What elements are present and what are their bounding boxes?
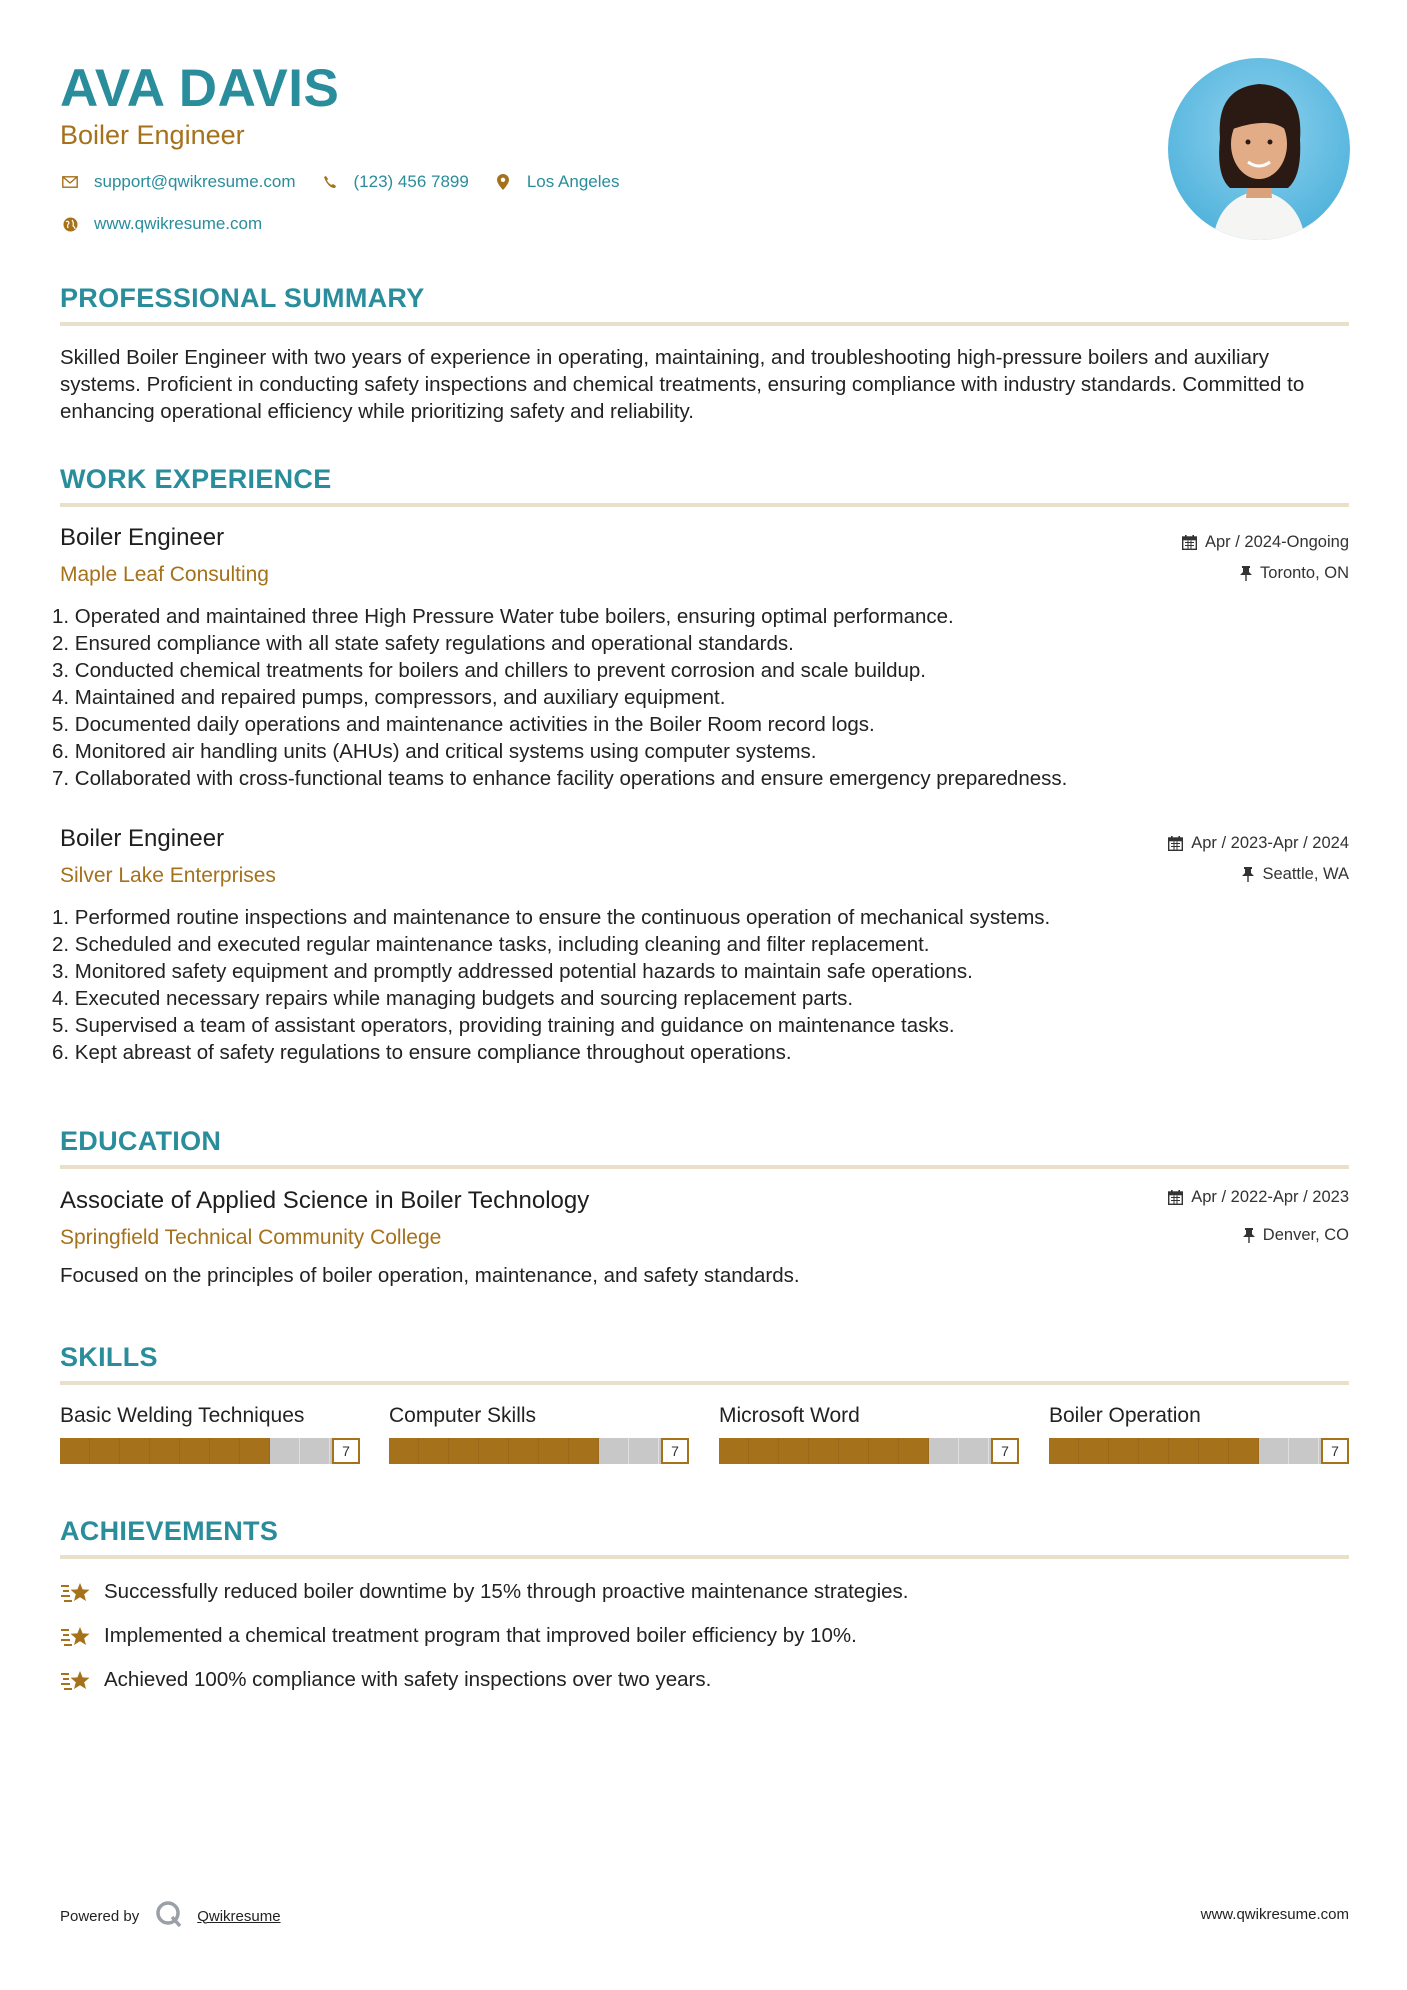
skill-bar-segment — [599, 1438, 629, 1464]
skill-bar-segment — [959, 1438, 989, 1464]
skill-item — [719, 1404, 1019, 1464]
skill-bar-segment — [929, 1438, 959, 1464]
list-item: 6. Kept abreast of safety regulations to ensure compliance throughout operations. — [52, 1041, 792, 1064]
achievement-text: Implemented a chemical treatment program that improved boiler efficiency by 10%. — [104, 1624, 857, 1647]
achievement-text: Successfully reduced boiler downtime by 15% through proactive maintenance strategies. — [104, 1580, 909, 1603]
skill-bar-segment — [1199, 1438, 1229, 1464]
website-text: www.qwikresume.com — [94, 214, 263, 233]
job-2-bullets — [52, 904, 1352, 1066]
list-item: 6. Monitored air handling units (AHUs) and critical systems using computer systems. — [52, 740, 817, 763]
education-divider — [60, 1165, 1349, 1169]
skill-bar-segment — [1289, 1438, 1319, 1464]
skill-bar-segment — [1169, 1438, 1199, 1464]
list-item: 3. Conducted chemical treatments for boilers and chillers to prevent corrosion and scale buildup. — [52, 659, 926, 682]
skill-bar-segment — [1049, 1438, 1079, 1464]
skill-bar-segment — [899, 1438, 929, 1464]
skill-bar-segment — [1079, 1438, 1109, 1464]
email-text: support@qwikresume.com — [94, 172, 296, 191]
skill-label: Microsoft Word — [719, 1404, 860, 1427]
skill-bar-segment — [389, 1438, 419, 1464]
footer-powered-by — [60, 1900, 281, 1932]
list-item: 1. Performed routine inspections and maintenance to ensure the continuous operation of mechanical systems. — [52, 906, 1051, 929]
skill-item — [1049, 1404, 1349, 1464]
achievement-item — [60, 1577, 909, 1607]
contact-phone[interactable] — [320, 172, 469, 192]
skill-bar-segment — [240, 1438, 270, 1464]
list-item: 3. Monitored safety equipment and promptly addressed potential hazards to maintain safe operations. — [52, 960, 973, 983]
skill-bar-segment — [300, 1438, 330, 1464]
education-heading: EDUCATION — [60, 1126, 222, 1156]
skill-bar-segment — [120, 1438, 150, 1464]
map-pin-icon — [493, 172, 513, 192]
skill-bar-segment — [180, 1438, 210, 1464]
calendar-icon — [1182, 535, 1197, 550]
education-dates-text: Apr / 2022-Apr / 2023 — [1191, 1188, 1349, 1206]
job-2-location — [1242, 865, 1349, 884]
skill-bar — [1049, 1438, 1349, 1464]
achievements-heading: ACHIEVEMENTS — [60, 1516, 279, 1546]
job-1-title: Boiler Engineer — [60, 524, 225, 551]
education-dates — [1168, 1188, 1349, 1207]
powered-by-label: Powered by — [60, 1907, 140, 1925]
skill-bar-segment — [1229, 1438, 1259, 1464]
skill-level: 7 — [661, 1438, 689, 1464]
phone-text: (123) 456 7899 — [353, 172, 469, 191]
brand-link[interactable]: Qwikresume — [197, 1907, 281, 1925]
job-1-location — [1240, 564, 1349, 583]
skill-bar-segment — [1259, 1438, 1289, 1464]
school-name: Springfield Technical Community College — [60, 1226, 442, 1249]
skill-bar-segment — [449, 1438, 479, 1464]
contact-row — [60, 172, 643, 192]
education-location — [1243, 1226, 1349, 1245]
skill-bar-segment — [839, 1438, 869, 1464]
education-location-text: Denver, CO — [1262, 1226, 1349, 1244]
footer-website[interactable]: www.qwikresume.com — [1200, 1906, 1349, 1923]
degree-title: Associate of Applied Science in Boiler Technology — [60, 1187, 590, 1214]
list-item: 1. Operated and maintained three High Pressure Water tube boilers, ensuring optimal performance. — [52, 605, 954, 628]
skill-item — [60, 1404, 360, 1464]
candidate-title: Boiler Engineer — [60, 120, 245, 150]
list-item: 2. Scheduled and executed regular maintenance tasks, including cleaning and filter replacement. — [52, 933, 930, 956]
summary-heading: PROFESSIONAL SUMMARY — [60, 283, 425, 313]
job-2-company: Silver Lake Enterprises — [60, 864, 276, 887]
skill-level: 7 — [1321, 1438, 1349, 1464]
pushpin-icon — [1240, 566, 1252, 581]
skills-divider — [60, 1381, 1349, 1385]
list-item: 5. Documented daily operations and maintenance activities in the Boiler Room record logs. — [52, 713, 875, 736]
qwikresume-logo-icon — [155, 1900, 183, 1932]
skill-bar-segment — [569, 1438, 599, 1464]
education-description: Focused on the principles of boiler operation, maintenance, and safety standards. — [60, 1264, 800, 1287]
skill-bar-segment — [150, 1438, 180, 1464]
skill-bar-segment — [210, 1438, 240, 1464]
skill-bar-segment — [509, 1438, 539, 1464]
contact-website[interactable] — [60, 214, 262, 234]
calendar-icon — [1168, 1190, 1183, 1205]
experience-heading: WORK EXPERIENCE — [60, 464, 332, 494]
achievement-item — [60, 1621, 857, 1651]
list-item: 5. Supervised a team of assistant operators, providing training and guidance on maintenance tasks. — [52, 1014, 955, 1037]
job-2-title: Boiler Engineer — [60, 825, 225, 852]
website-row — [60, 214, 286, 234]
shooting-star-icon — [60, 1621, 94, 1651]
skill-bar-segment — [419, 1438, 449, 1464]
job-1-bullets — [52, 603, 1352, 792]
list-item: 4. Maintained and repaired pumps, compressors, and auxiliary equipment. — [52, 686, 726, 709]
skill-level: 7 — [991, 1438, 1019, 1464]
skill-bar-segment — [719, 1438, 749, 1464]
candidate-name: AVA DAVIS — [60, 59, 340, 118]
pushpin-icon — [1242, 867, 1254, 882]
skill-level: 7 — [332, 1438, 360, 1464]
skill-bar — [719, 1438, 1019, 1464]
skill-bar-segment — [539, 1438, 569, 1464]
skill-bar-segment — [1139, 1438, 1169, 1464]
skill-bar-segment — [479, 1438, 509, 1464]
phone-icon — [320, 172, 340, 192]
contact-email[interactable] — [60, 172, 296, 192]
skill-label: Computer Skills — [389, 1404, 537, 1427]
skill-bar — [60, 1438, 360, 1464]
job-2-dates-text: Apr / 2023-Apr / 2024 — [1191, 834, 1349, 852]
achievements-divider — [60, 1555, 1349, 1559]
skill-item — [389, 1404, 689, 1464]
skills-heading: SKILLS — [60, 1342, 158, 1372]
skill-label: Basic Welding Techniques — [60, 1404, 305, 1427]
achievement-text: Achieved 100% compliance with safety inspections over two years. — [104, 1668, 712, 1691]
skill-bar-segment — [270, 1438, 300, 1464]
location-text: Los Angeles — [526, 172, 620, 191]
summary-divider — [60, 322, 1349, 326]
achievement-item — [60, 1665, 711, 1695]
shooting-star-icon — [60, 1665, 94, 1695]
skill-bar-segment — [749, 1438, 779, 1464]
job-1-location-text: Toronto, ON — [1260, 564, 1349, 582]
skill-bar-segment — [779, 1438, 809, 1464]
list-item: 7. Collaborated with cross-functional teams to enhance facility operations and ensure emergency preparedness. — [52, 767, 1068, 790]
skill-bar-segment — [60, 1438, 90, 1464]
pushpin-icon — [1243, 1228, 1255, 1243]
profile-photo — [1168, 58, 1350, 240]
skill-bar-segment — [90, 1438, 120, 1464]
envelope-icon — [60, 172, 80, 192]
skill-bar-segment — [629, 1438, 659, 1464]
globe-icon — [60, 214, 80, 234]
shooting-star-icon — [60, 1577, 94, 1607]
skill-bar-segment — [1109, 1438, 1139, 1464]
experience-divider — [60, 503, 1349, 507]
list-item: 4. Executed necessary repairs while managing budgets and sourcing replacement parts. — [52, 987, 854, 1010]
job-2-dates — [1168, 834, 1349, 853]
summary-text: Skilled Boiler Engineer with two years of experience in operating, maintaining, and troubleshooting high-pressure boilers and auxiliary systems. Proficient in conducting safety inspections and chemical treatments, ensuring compliance with industry standards. Committed to enhancing operational efficiency while prioritizing safety and reliability. — [60, 346, 1305, 423]
skill-bar — [389, 1438, 689, 1464]
skill-bar-segment — [869, 1438, 899, 1464]
contact-location — [493, 172, 620, 192]
calendar-icon — [1168, 836, 1183, 851]
list-item: 2. Ensured compliance with all state safety regulations and operational standards. — [52, 632, 794, 655]
job-1-company: Maple Leaf Consulting — [60, 563, 269, 586]
skill-bar-segment — [809, 1438, 839, 1464]
job-1-dates-text: Apr / 2024-Ongoing — [1204, 533, 1349, 551]
job-1-dates — [1182, 533, 1349, 552]
job-2-location-text: Seattle, WA — [1262, 865, 1349, 883]
skill-label: Boiler Operation — [1049, 1404, 1201, 1427]
